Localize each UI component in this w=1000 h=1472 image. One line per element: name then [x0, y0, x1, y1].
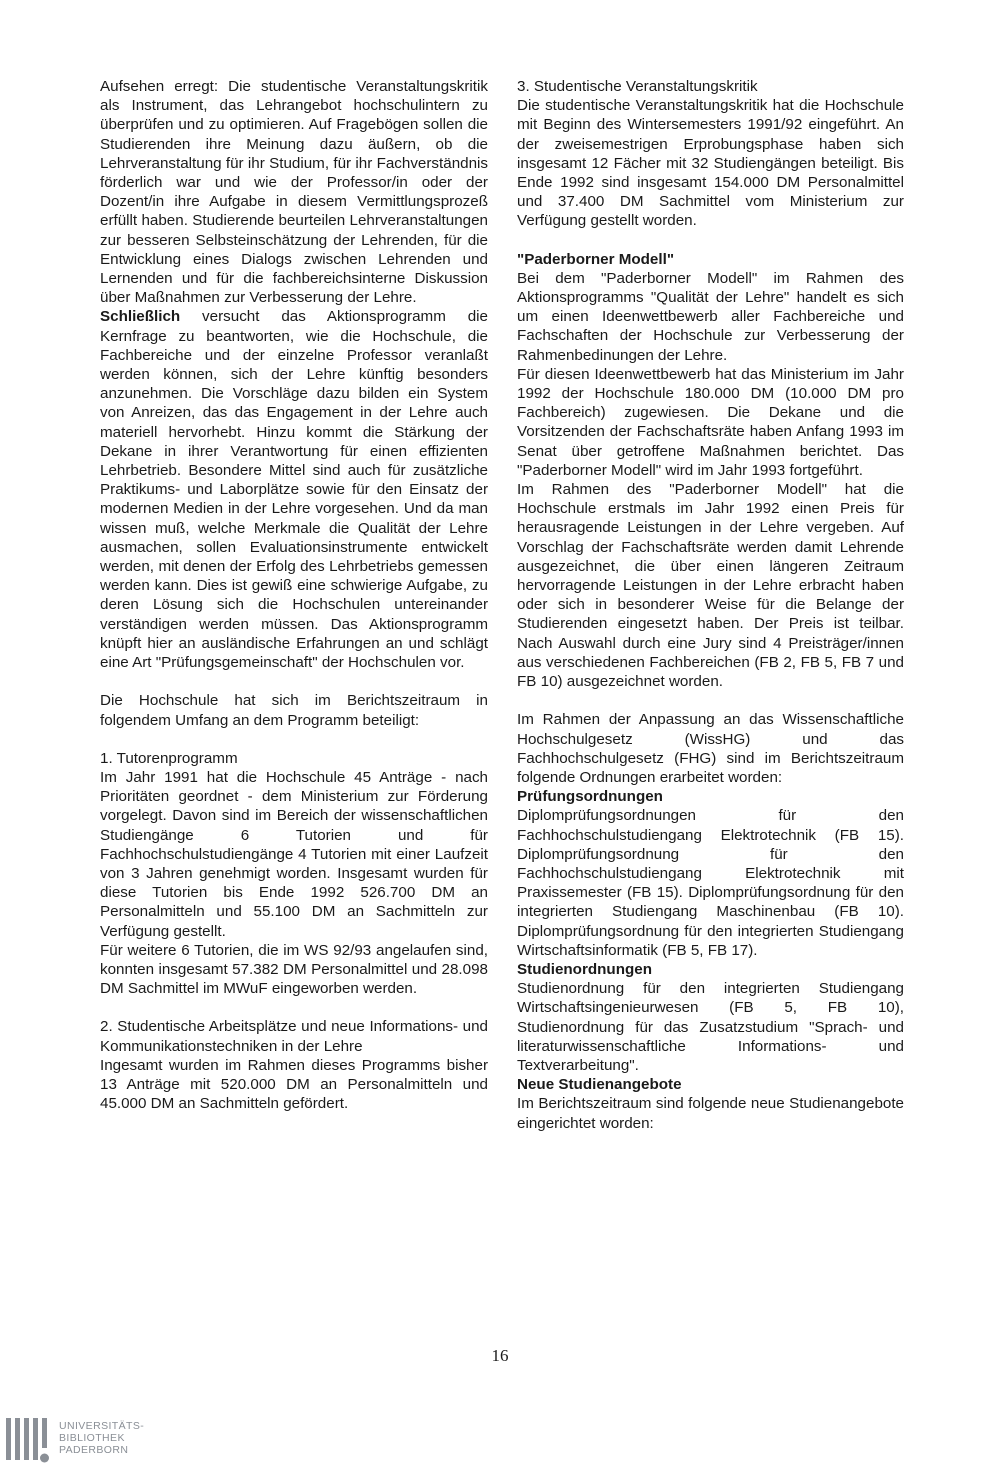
paragraph-paderborner-modell-2: Für diesen Ideenwettbewerb hat das Ministerium im Jahr 1992 der Hochschule 180.000 DM (10.000 DM pro Fachbereich) zugewiesen. Die Dekane und die Vorsitzenden der Fachschaftsräte haben Anfang 1993 im Senat über getroffene Maßnahmen berichtet. Das "Paderborner Modell" wird im Jahr 1993 fortgeführt. [517, 365, 904, 479]
paragraph-studienordnungen: Studienordnung für den integrierten Studiengang Wirtschaftsingenieurwesen (FB 5, FB 10), Studienordnung für das Zusatzstudium "Sprach- und literaturwissenschaftliche Informations- und Textverarbeitung". [517, 980, 904, 1074]
left-column [100, 77, 488, 1113]
heading-veranstaltungskritik: 3. Studentische Veranstaltungskritik [517, 78, 758, 95]
paragraph-tutorenprogramm-1: Im Jahr 1991 hat die Hochschule 45 Anträge - nach Prioritäten geordnet - dem Ministerium zur Förderung vorgelegt. Davon sind im Bereich der wissenschaftlichen Studiengänge 6 Tutorien und für Fachhochschulstudiengänge 4 Tutorien mit einer Laufzeit von 3 Jahren genehmigt worden. Insgesamt wurden für diese Tutorien bis Ende 1992 526.700 DM an Personalmitteln und 55.100 DM an Sachmitteln zur Verfügung gestellt. [100, 768, 488, 940]
library-logo-line-2: BIBLIOTHEK [59, 1432, 125, 1444]
paragraph-ordnungen-intro: Im Rahmen der Anpassung an das Wissenschaftliche Hochschulgesetz (WissHG) und das Fachhochschulgesetz (FHG) sind im Berichtszeitraum folgende Ordnungen erarbeitet worden: [517, 711, 904, 786]
heading-tutorenprogramm: 1. Tutorenprogramm [100, 749, 238, 767]
paragraph-neue-studienangebote: Im Berichtszeitraum sind folgende neue Studienangebote eingerichtet worden: [517, 1095, 904, 1132]
library-logo-line-1: UNIVERSITÄTS- [59, 1420, 145, 1432]
library-logo-icon [6, 1418, 54, 1468]
library-logo-text [59, 1420, 144, 1456]
heading-pruefungsordnungen: Prüfungsordnungen [517, 788, 663, 806]
right-column [517, 77, 904, 1133]
paragraph-tutorenprogramm-2: Für weitere 6 Tutorien, die im WS 92/93 angelaufen sind, konnten insgesamt 57.382 DM Personalmittel und 28.098 DM Sachmittel im MWuF eingeworben werden. [100, 941, 488, 998]
heading-arbeitsplaetze: 2. Studentische Arbeitsplätze und neue Informations- und Kommunikationstechniken in der Lehre [100, 1018, 488, 1055]
paragraph-paderborner-modell-1: Bei dem "Paderborner Modell" im Rahmen des Aktionsprogramms "Qualität der Lehre" handelt es sich um einen Ideenwettbewerb aller Fachbereiche und Fachschaften der Hochschule zur Verbesserung der Rahmenbedinungen der Lehre. [517, 269, 904, 364]
heading-studienordnungen: Studienordnungen [517, 960, 652, 978]
paragraph-veranstaltungskritik: Aufsehen erregt: Die studentische Veranstaltungskritik als Instrument, das Lehrangebot hochschulintern zu überprüfen und zu optimieren. Auf Fragebögen sollen die Studierenden ihre Meinung dazu äußern, ob die Lehrveranstaltung für ihr Studium, für ihr Fachverständnis förderlich war und wie der Professor/in oder der Dozent/in ihre Aufgabe in diesem Vermittlungsprozeß erfüllt haben. Studierende beurteilen Lehrveranstaltungen zur besseren Selbsteinschätzung der Lehrenden, für die Entwicklung eines Dialogs zwischen Lehrenden und Lernenden und für die fachbereichsinterne Diskussion über Maßnahmen zur Verbesserung der Lehre. [100, 78, 488, 307]
heading-paderborner-modell: "Paderborner Modell" [517, 250, 675, 268]
library-logo-line-3: PADERBORN [59, 1444, 129, 1456]
paragraph-beteiligung: Die Hochschule hat sich im Berichtszeitraum in folgendem Umfang an dem Programm beteiligt: [100, 692, 488, 729]
paragraph-pruefungsordnungen: Diplomprüfungsordnungen für den Fachhochschulstudiengang Elektrotechnik (FB 15). Diplomprüfungsordnung für den Fachhochschulstudiengang Elektrotechnik mit Praxissemester (FB 15). Diplomprüfungsordnung für den integrierten Studiengang Maschinenbau (FB 10). Diplomprüfungsordnung für den integrierten Studiengang Wirtschaftsinformatik (FB 5, FB 17). [517, 807, 904, 959]
library-logo [6, 1418, 156, 1468]
paragraph-veranstaltungskritik-details: Die studentische Veranstaltungskritik hat die Hochschule mit Beginn des Wintersemesters 1991/92 eingeführt. An der zweisemestrigen Erprobungsphase haben sich insgesamt 12 Fächer mit 32 Studiengängen beteiligt. Bis Ende 1992 sind insgesamt 154.000 DM Personalmittel und 37.400 DM Sachmittel vom Ministerium zur Verfügung gestellt worden. [517, 97, 904, 230]
page-number: 16 [491, 1346, 509, 1365]
paragraph-schliesslich-text: versucht das Aktionsprogramm die Kernfrage zu beantworten, wie die Hochschule, die Fachbereiche und der einzelne Professor veranlaßt werden können, sich der Lehre künftig besonders anzunehmen. Die Vorschläge dazu bilden ein System von Anreizen, das das Engagement in der Lehre auch materiell hervorhebt. Hinzu kommt die Stärkung der Dekane in ihrer Verantwortung für einen effizienten Lehrbetrieb. Besondere Mittel sind auch für zusätzliche Praktikums- und Laborplätze sowie für den Einsatz der modernen Medien in der Lehre vorgesehen. Und da man wissen muß, welche Merkmale die Qualität der Lehre ausmachen, sollen Evaluationsinstrumente entwickelt werden, mit denen der Erfolg des Lehrbetriebs gemessen werden kann. Dies ist gewiß eine schwierige Aufgabe, zu deren Lösung sich die Hochschulen untereinander verständigen werden müssen. Das Aktionsprogramm knüpft hier an ausländische Erfahrungen an und schlägt eine Art "Prüfungsgemeinschaft" der Hochschulen vor. [100, 308, 488, 672]
bold-lead-schliesslich: Schließlich [100, 308, 181, 326]
paragraph-paderborner-modell-3: Im Rahmen des "Paderborner Modell" hat die Hochschule erstmals im Jahr 1992 einen Preis für herausragende Leistungen in der Lehre vergeben. Auf Vorschlag der Fachschaftsräte werden damit Lehrende ausgezeichnet, die über einen längeren Zeitraum hervorragende Leistungen in der Lehre erbracht haben oder sich in besonderer Weise für die Belange der Studierenden eingesetzt haben. Der Preis ist teilbar. Nach Auswahl durch eine Jury sind 4 Preisträger/innen aus verschiedenen Fachbereichen (FB 2, FB 5, FB 7 und FB 10) ausgezeichnet worden. [517, 481, 904, 691]
heading-neue-studienangebote: Neue Studienangebote [517, 1076, 682, 1094]
paragraph-arbeitsplaetze: Ingesamt wurden im Rahmen dieses Programms bisher 13 Anträge mit 520.000 DM an Personalmitteln und 45.000 DM an Sachmitteln gefördert. [100, 1056, 488, 1113]
paragraph-schliesslich [100, 307, 488, 672]
